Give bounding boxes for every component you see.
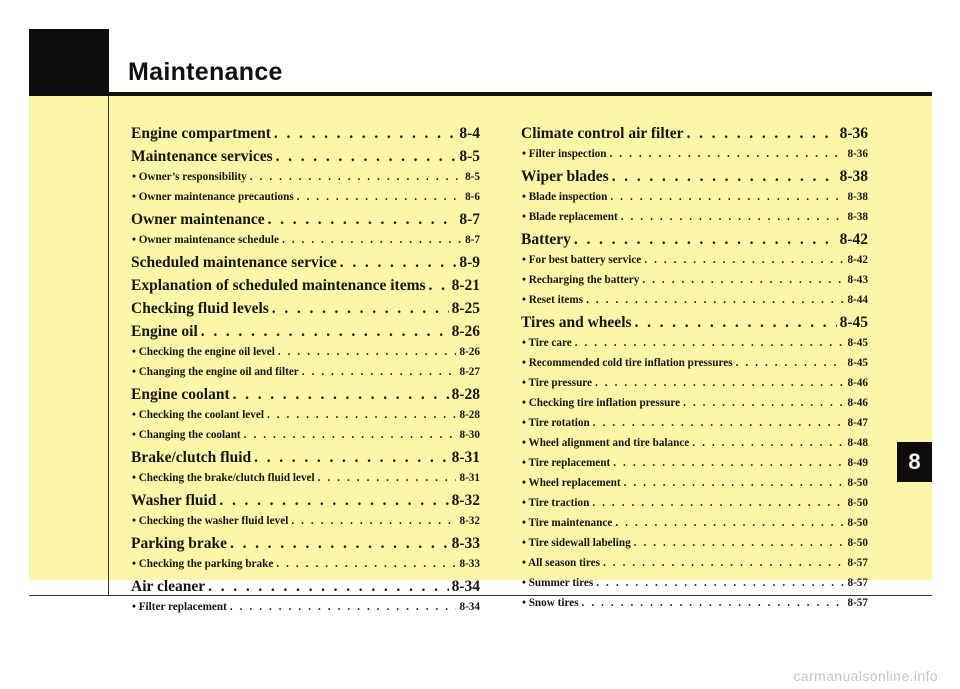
toc-entry-page: 8-34 — [451, 578, 480, 595]
toc-entry-title: • Checking tire inflation pressure — [522, 397, 681, 409]
toc-entry[interactable] — [131, 298, 480, 319]
toc-entry-page: 8-42 — [839, 231, 868, 248]
toc-entry-title: Scheduled maintenance service — [131, 254, 337, 271]
dot-leader — [618, 207, 845, 227]
dot-leader — [315, 468, 457, 488]
toc-entry-title: Brake/clutch fluid — [131, 449, 252, 466]
toc-entry-title: • Owner maintenance precautions — [132, 191, 294, 203]
toc-entry-page: 8-46 — [847, 397, 868, 409]
toc-subentry[interactable] — [131, 230, 480, 250]
toc-subentry[interactable] — [521, 353, 868, 373]
dot-leader — [227, 533, 449, 554]
dot-leader — [579, 593, 845, 613]
dot-leader — [572, 333, 845, 353]
toc-entry-page: 8-48 — [847, 437, 868, 449]
toc-entry-title: Climate control air filter — [521, 125, 684, 142]
dot-leader — [251, 447, 448, 468]
toc-entry-title: • Changing the coolant — [132, 429, 241, 441]
toc-entry-page: 8-26 — [459, 346, 480, 358]
toc-subentry[interactable] — [131, 167, 480, 187]
toc-entry[interactable] — [521, 166, 868, 187]
toc-subentry[interactable] — [521, 493, 868, 513]
toc-entry[interactable] — [131, 447, 480, 468]
toc-entry-page: 8-34 — [459, 601, 480, 613]
dot-leader — [632, 312, 837, 333]
toc-subentry[interactable] — [521, 453, 868, 473]
dot-leader — [247, 167, 462, 187]
toc-subentry[interactable] — [521, 373, 868, 393]
toc-subentry[interactable] — [521, 513, 868, 533]
toc-entry[interactable] — [131, 321, 480, 342]
toc-entry-title: • For best battery service — [522, 254, 642, 266]
toc-entry-title: • Reset items — [522, 294, 584, 306]
dot-leader — [583, 290, 844, 310]
dot-leader — [607, 144, 845, 164]
toc-entry-page: 8-38 — [847, 191, 868, 203]
toc-subentry[interactable] — [131, 468, 480, 488]
dot-leader — [621, 473, 845, 493]
toc-entry-page: 8-25 — [451, 300, 480, 317]
toc-entry-page: 8-33 — [451, 535, 480, 552]
toc-entry-page: 8-32 — [451, 492, 480, 509]
dot-leader — [227, 597, 457, 617]
toc-entry-title: • Tire rotation — [522, 417, 590, 429]
dot-leader — [607, 187, 844, 207]
dot-leader — [198, 321, 449, 342]
toc-entry-page: 8-33 — [459, 558, 480, 570]
toc-entry-page: 8-31 — [451, 449, 480, 466]
toc-entry-title: • Tire sidewall labeling — [522, 537, 631, 549]
dot-leader — [299, 362, 457, 382]
dot-leader — [271, 123, 456, 144]
dot-leader — [680, 393, 844, 413]
dot-leader — [571, 229, 837, 250]
toc-entry-title: Maintenance services — [131, 148, 273, 165]
toc-entry-title: Explanation of scheduled maintenance items — [131, 277, 426, 294]
toc-subentry[interactable] — [521, 207, 868, 227]
toc-entry-title: • Tire pressure — [522, 377, 593, 389]
toc-subentry[interactable] — [131, 362, 480, 382]
dot-leader — [631, 533, 845, 553]
toc-entry-page: 8-46 — [847, 377, 868, 389]
dot-leader — [265, 209, 457, 230]
toc-entry-page: 8-49 — [847, 457, 868, 469]
toc-entry-page: 8-38 — [847, 211, 868, 223]
toc-entry-title: Parking brake — [131, 535, 228, 552]
dot-leader — [600, 553, 845, 573]
dot-leader — [689, 433, 844, 453]
toc-entry-title: • Changing the engine oil and filter — [132, 366, 299, 378]
toc-subentry[interactable] — [521, 144, 868, 164]
toc-subentry[interactable] — [521, 250, 868, 270]
toc-entry-page: 8-57 — [847, 577, 868, 589]
dot-leader — [230, 384, 449, 405]
dot-leader — [288, 511, 456, 531]
dot-leader — [639, 270, 844, 290]
toc-entry-page: 8-57 — [847, 597, 868, 609]
toc-subentry[interactable] — [521, 187, 868, 207]
toc-subentry[interactable] — [131, 511, 480, 531]
dot-leader — [273, 146, 457, 167]
toc-entry-page: 8-38 — [839, 168, 868, 185]
toc-entry-page: 8-5 — [465, 171, 480, 183]
dot-leader — [609, 166, 837, 187]
toc-subentry[interactable] — [521, 473, 868, 493]
toc-subentry[interactable] — [131, 425, 480, 445]
toc-entry-page: 8-28 — [459, 409, 480, 421]
dot-leader — [684, 123, 837, 144]
dot-leader — [589, 493, 844, 513]
toc-subentry[interactable] — [131, 405, 480, 425]
dot-leader — [612, 513, 844, 533]
toc-subentry[interactable] — [521, 573, 868, 593]
toc-entry-title: Owner maintenance — [131, 211, 265, 228]
dot-leader — [294, 187, 462, 207]
toc-entry-page: 8-45 — [847, 337, 868, 349]
toc-subentry[interactable] — [131, 597, 480, 617]
dot-leader — [610, 453, 844, 473]
toc-entry-title: • Owner maintenance schedule — [132, 234, 279, 246]
toc-entry-title: Checking fluid levels — [131, 300, 269, 317]
toc-entry-page: 8-50 — [847, 497, 868, 509]
dot-leader — [269, 298, 449, 319]
header-black-tab — [29, 29, 109, 96]
toc-subentry[interactable] — [131, 342, 480, 362]
toc-entry-title: • Wheel alignment and tire balance — [522, 437, 690, 449]
chapter-tab[interactable]: 8 — [897, 442, 932, 482]
toc-entry-page: 8-42 — [847, 254, 868, 266]
watermark: carmanualsonline.info — [793, 668, 938, 684]
toc-entry-title: • Tire maintenance — [522, 517, 613, 529]
dot-leader — [273, 554, 456, 574]
toc-entry-title: • Filter replacement — [132, 601, 227, 613]
toc-subentry[interactable] — [521, 553, 868, 573]
toc-entry-page: 8-4 — [459, 125, 480, 142]
left-margin-line — [108, 96, 109, 596]
toc-entry-title: • Checking the brake/clutch fluid level — [132, 472, 315, 484]
toc-subentry[interactable] — [521, 290, 868, 310]
toc-entry[interactable] — [131, 275, 480, 296]
dot-leader — [426, 275, 449, 296]
toc-entry-page: 8-6 — [465, 191, 480, 203]
toc-entry[interactable] — [131, 209, 480, 230]
toc-entry-page: 8-9 — [459, 254, 480, 271]
toc-entry-page: 8-7 — [465, 234, 480, 246]
toc-right-column — [521, 121, 868, 613]
toc-entry[interactable] — [131, 384, 480, 405]
toc-entry-title: • Snow tires — [522, 597, 579, 609]
toc-entry-page: 8-57 — [847, 557, 868, 569]
toc-entry-page: 8-30 — [459, 429, 480, 441]
toc-entry-title: • Blade inspection — [522, 191, 608, 203]
dot-leader — [205, 576, 448, 597]
dot-leader — [733, 353, 845, 373]
toc-entry-page: 8-44 — [847, 294, 868, 306]
toc-subentry[interactable] — [521, 593, 868, 613]
toc-entry-page: 8-43 — [847, 274, 868, 286]
toc-entry-page: 8-32 — [459, 515, 480, 527]
toc-entry-title: • Checking the parking brake — [132, 558, 274, 570]
dot-leader — [593, 573, 844, 593]
toc-entry-title: • Tire care — [522, 337, 572, 349]
toc-entry-title: • Wheel replacement — [522, 477, 621, 489]
toc-entry-page: 8-31 — [459, 472, 480, 484]
toc-entry-title: Washer fluid — [131, 492, 217, 509]
toc-entry-title: • Recommended cold tire inflation pressures — [522, 357, 733, 369]
toc-entry-title: Engine coolant — [131, 386, 230, 403]
toc-entry-title: • Recharging the battery — [522, 274, 640, 286]
dot-leader — [275, 342, 457, 362]
toc-entry-title: Engine oil — [131, 323, 198, 340]
dot-leader — [264, 405, 457, 425]
toc-subentry[interactable] — [131, 187, 480, 207]
toc-entry-title: Battery — [521, 231, 571, 248]
toc-entry-page: 8-28 — [451, 386, 480, 403]
dot-leader — [337, 252, 457, 273]
dot-leader — [641, 250, 844, 270]
toc-entry[interactable] — [131, 146, 480, 167]
toc-entry-title: Engine compartment — [131, 125, 271, 142]
toc-entry[interactable] — [521, 229, 868, 250]
toc-subentry[interactable] — [521, 433, 868, 453]
toc-subentry[interactable] — [521, 333, 868, 353]
toc-entry-page: 8-21 — [451, 277, 480, 294]
toc-entry-page: 8-45 — [847, 357, 868, 369]
toc-entry[interactable] — [521, 312, 868, 333]
toc-entry-title: • Owner’s responsibility — [132, 171, 247, 183]
toc-entry[interactable] — [521, 123, 868, 144]
toc-entry-page: 8-36 — [847, 148, 868, 160]
toc-entry-title: • Filter inspection — [522, 148, 607, 160]
dot-leader — [241, 425, 457, 445]
toc-entry-page: 8-27 — [459, 366, 480, 378]
toc-entry-title: • Blade replacement — [522, 211, 618, 223]
toc-entry[interactable] — [131, 123, 480, 144]
toc-entry-page: 8-26 — [451, 323, 480, 340]
toc-subentry[interactable] — [521, 393, 868, 413]
toc-entry[interactable] — [131, 490, 480, 511]
toc-entry-page: 8-45 — [839, 314, 868, 331]
dot-leader — [216, 490, 448, 511]
toc-entry[interactable] — [131, 533, 480, 554]
toc-subentry[interactable] — [521, 533, 868, 553]
toc-entry-title: Wiper blades — [521, 168, 609, 185]
toc-entry-title: Tires and wheels — [521, 314, 632, 331]
toc-entry-page: 8-47 — [847, 417, 868, 429]
toc-entry[interactable] — [131, 252, 480, 273]
toc-entry-title: • All season tires — [522, 557, 600, 569]
dot-leader — [590, 413, 845, 433]
toc-entry[interactable] — [131, 576, 480, 597]
toc-left-column — [131, 121, 480, 617]
toc-entry-title: • Tire traction — [522, 497, 590, 509]
toc-entry-title: • Checking the engine oil level — [132, 346, 275, 358]
toc-subentry[interactable] — [131, 554, 480, 574]
dot-leader — [592, 373, 844, 393]
toc-entry-page: 8-50 — [847, 537, 868, 549]
toc-entry-page: 8-7 — [459, 211, 480, 228]
toc-entry-page: 8-5 — [459, 148, 480, 165]
toc-entry-title: • Checking the washer fluid level — [132, 515, 289, 527]
toc-subentry[interactable] — [521, 270, 868, 290]
toc-entry-title: • Tire replacement — [522, 457, 611, 469]
toc-entry-title: Air cleaner — [131, 578, 206, 595]
toc-entry-page: 8-50 — [847, 477, 868, 489]
toc-entry-page: 8-50 — [847, 517, 868, 529]
toc-entry-title: • Checking the coolant level — [132, 409, 264, 421]
toc-entry-page: 8-36 — [839, 125, 868, 142]
toc-entry-title: • Summer tires — [522, 577, 594, 589]
page-title: Maintenance — [128, 58, 283, 86]
dot-leader — [279, 230, 462, 250]
toc-subentry[interactable] — [521, 413, 868, 433]
